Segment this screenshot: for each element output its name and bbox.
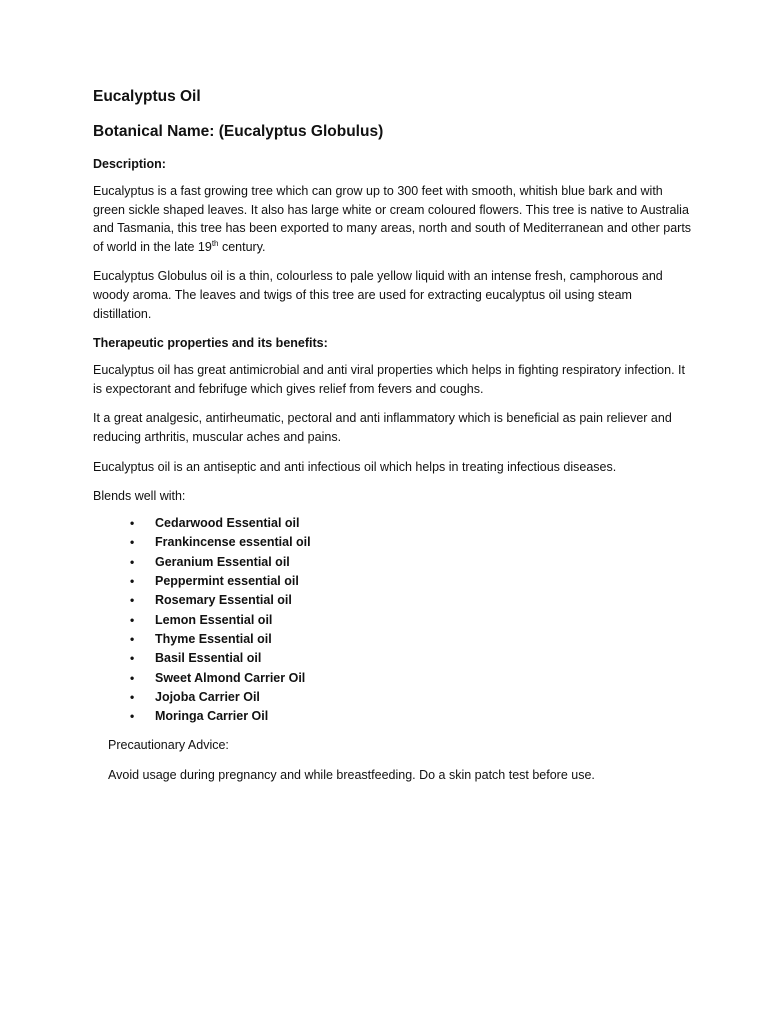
bullet-icon: • [130,670,135,685]
list-item [93,591,693,610]
list-item [93,707,693,726]
list-item-label: Basil Essential oil [155,651,262,666]
bullet-icon: • [130,593,135,608]
precaution-section [108,736,693,785]
document-title: Eucalyptus Oil [93,88,201,105]
list-item-label: Thyme Essential oil [155,631,272,646]
list-item [93,688,693,707]
list-item-label: Jojoba Carrier Oil [155,689,260,704]
list-item [93,630,693,649]
list-item-label: Geranium Essential oil [155,554,290,569]
therapeutic-paragraph-2: It a great analgesic, antirheumatic, pectoral and anti inflammatory which is beneficial as pain reliever and reducing arthritis, muscular aches and pains. [93,411,672,444]
list-item [93,649,693,668]
botanical-name: Botanical Name: (Eucalyptus Globulus) [93,123,384,140]
description-paragraph-2: Eucalyptus Globulus oil is a thin, colourless to pale yellow liquid with an intense fresh, camphorous and woody aroma. The leaves and twigs of this tree are used for extracting eucalyptus oil using steam distillation. [93,269,663,321]
list-item [93,553,693,572]
therapeutic-paragraph-1: Eucalyptus oil has great antimicrobial and anti viral properties which helps in fighting respiratory infection. It is expectorant and febrifuge which gives relief from fevers and coughs. [93,363,685,396]
bullet-icon: • [130,689,135,704]
bullet-icon: • [130,631,135,646]
therapeutic-paragraph-3: Eucalyptus oil is an antiseptic and anti infectious oil which helps in treating infectious diseases. [93,459,617,474]
list-item-label: Frankincense essential oil [155,535,311,550]
list-item-label: Sweet Almond Carrier Oil [155,670,306,685]
description-text-a: Eucalyptus is a fast growing tree which can grow up to 300 feet with smooth, whitish blue bark and with green sickle shaped leaves. It also has large white or cream coloured flowers. This tree is native to Australia and Tasmania, this tree has been exported to many areas, north and south of Mediterranean and other parts of world in the late 19 [93,184,692,254]
therapeutic-heading: Therapeutic properties and its benefits: [93,336,328,351]
bullet-icon: • [130,554,135,569]
description-text-b: century. [218,239,266,254]
bullet-icon: • [130,612,135,627]
bullet-icon: • [130,651,135,666]
list-item [93,572,693,591]
blends-list [93,514,693,726]
list-item-label: Moringa Carrier Oil [155,709,269,724]
list-item-label: Cedarwood Essential oil [155,516,300,531]
precaution-heading: Precautionary Advice: [108,738,229,753]
list-item-label: Lemon Essential oil [155,612,273,627]
list-item [93,611,693,630]
bullet-icon: • [130,574,135,589]
list-item [93,514,693,533]
blends-heading: Blends well with: [93,489,186,504]
list-item-label: Peppermint essential oil [155,574,299,589]
bullet-icon: • [130,709,135,724]
precaution-text: Avoid usage during pregnancy and while breastfeeding. Do a skin patch test before use. [108,768,595,783]
ordinal-suffix: th [211,238,219,248]
description-heading: Description: [93,157,166,171]
bullet-icon: • [130,516,135,531]
description-paragraph-1 [93,182,693,256]
bullet-icon: • [130,535,135,550]
list-item [93,533,693,552]
list-item-label: Rosemary Essential oil [155,593,292,608]
document-body [93,86,693,796]
list-item [93,669,693,688]
